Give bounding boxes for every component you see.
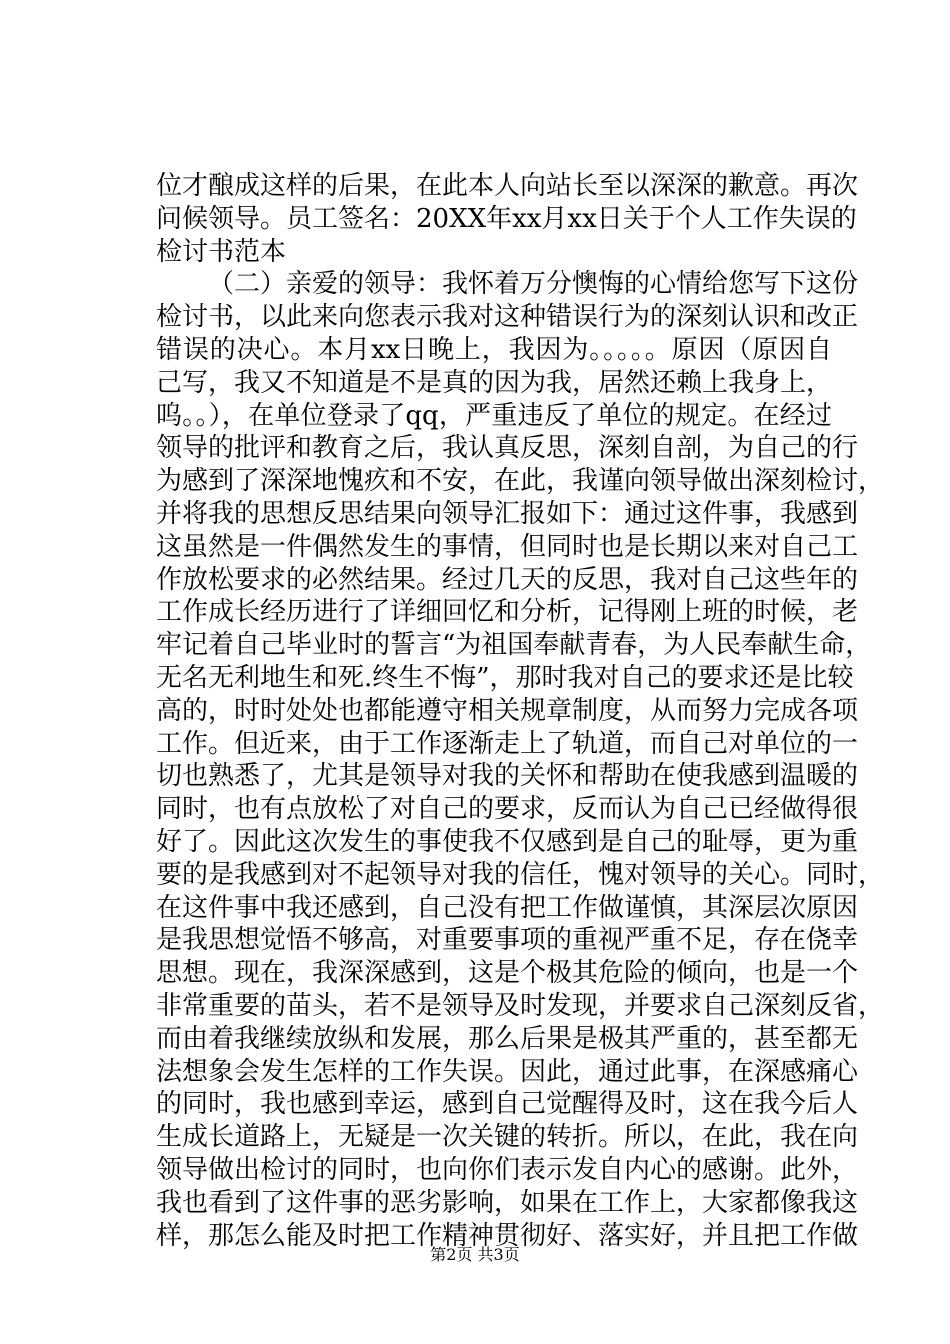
text-line: 同时，也有点放松了对自己的要求，反而认为自己已经做得很 [156, 794, 859, 825]
text-line: 我也看到了这件事的恶劣影响，如果在工作上，大家都像我这 [156, 1187, 859, 1218]
page-footer [0, 1245, 950, 1265]
text-line: 样，那怎么能及时把工作精神贯彻好、落实好，并且把工作做 [156, 1220, 859, 1251]
text-line: 为感到了深深地愧疚和不安，在此，我谨向领导做出深刻检讨， [156, 466, 885, 497]
text-line: 高的，时时处处也都能遵守相关规章制度，从而努力完成各项 [156, 695, 859, 726]
text-line: 要的是我感到对不起领导对我的信任，愧对领导的关心。同时， [156, 859, 885, 890]
text-line: 领导做出检讨的同时，也向你们表示发自内心的感谢。此外， [156, 1154, 859, 1185]
document-body [156, 170, 885, 1252]
text-line: 思想。现在，我深深感到，这是个极其危险的倾向，也是一个 [156, 958, 859, 989]
text-line: 切也熟悉了，尤其是领导对我的关怀和帮助在使我感到温暖的 [156, 761, 859, 792]
text-line: 牢记着自己毕业时的誓言“为祖国奉献青春，为人民奉献生命， [156, 630, 872, 661]
text-line: 工作。但近来，由于工作逐渐走上了轨道，而自己对单位的一 [156, 728, 859, 759]
text-line: 位才酿成这样的后果，在此本人向站长至以深深的歉意。再次 [156, 171, 859, 201]
text-line: 检讨书范本 [156, 236, 287, 267]
text-line: 并将我的思想反思结果向领导汇报如下：通过这件事，我感到 [156, 498, 859, 529]
text-line: 好了。因此这次发生的事使我不仅感到是自己的耻辱，更为重 [156, 826, 859, 857]
text-line: 的同时，我也感到幸运，感到自己觉醒得及时，这在我今后人 [156, 1089, 859, 1120]
text-line: 这虽然是一件偶然发生的事情，但同时也是长期以来对自己工 [156, 531, 859, 562]
text-line: 在这件事中我还感到，自己没有把工作做谨慎，其深层次原因 [156, 892, 859, 923]
paragraph-start-line: （二）亲爱的领导：我怀着万分懊悔的心情给您写下这份 [208, 269, 859, 300]
text-line: 生成长道路上，无疑是一次关键的转折。所以，在此，我在向 [156, 1122, 859, 1153]
text-line: 呜。。），在单位登录了qq，严重违反了单位的规定。在经过 [156, 400, 832, 431]
page-number-label: 第2页 共3页 [430, 1245, 520, 1264]
text-line: 而由着我继续放纵和发展，那么后果是极其严重的，甚至都无 [156, 1023, 859, 1054]
text-line: 作放松要求的必然结果。经过几天的反思，我对自己这些年的 [156, 564, 859, 595]
text-line: 非常重要的苗头，若不是领导及时发现，并要求自己深刻反省， [156, 990, 885, 1021]
text-line: 工作成长经历进行了详细回忆和分析，记得刚上班的时候，老 [156, 597, 859, 628]
text-line: 是我思想觉悟不够高，对重要事项的重视严重不足，存在侥幸 [156, 925, 859, 956]
text-line: 己写，我又不知道是不是真的因为我，居然还赖上我身上， [156, 367, 833, 398]
text-line: 检讨书，以此来向您表示我对这种错误行为的深刻认识和改正 [156, 302, 859, 333]
text-line: 错误的决心。本月xx日晚上，我因为。。。。。原因（原因自 [156, 334, 832, 365]
text-line: 无名无利地生和死.终生不悔”，那时我对自己的要求还是比较 [156, 662, 854, 693]
text-line: 领导的批评和教育之后，我认真反思，深刻自剖，为自己的行 [156, 433, 859, 464]
text-line: 法想象会发生怎样的工作失误。因此，通过此事，在深感痛心 [156, 1056, 859, 1087]
text-line: 问候领导。员工签名：20XX年xx月xx日关于个人工作失误的 [156, 203, 857, 234]
